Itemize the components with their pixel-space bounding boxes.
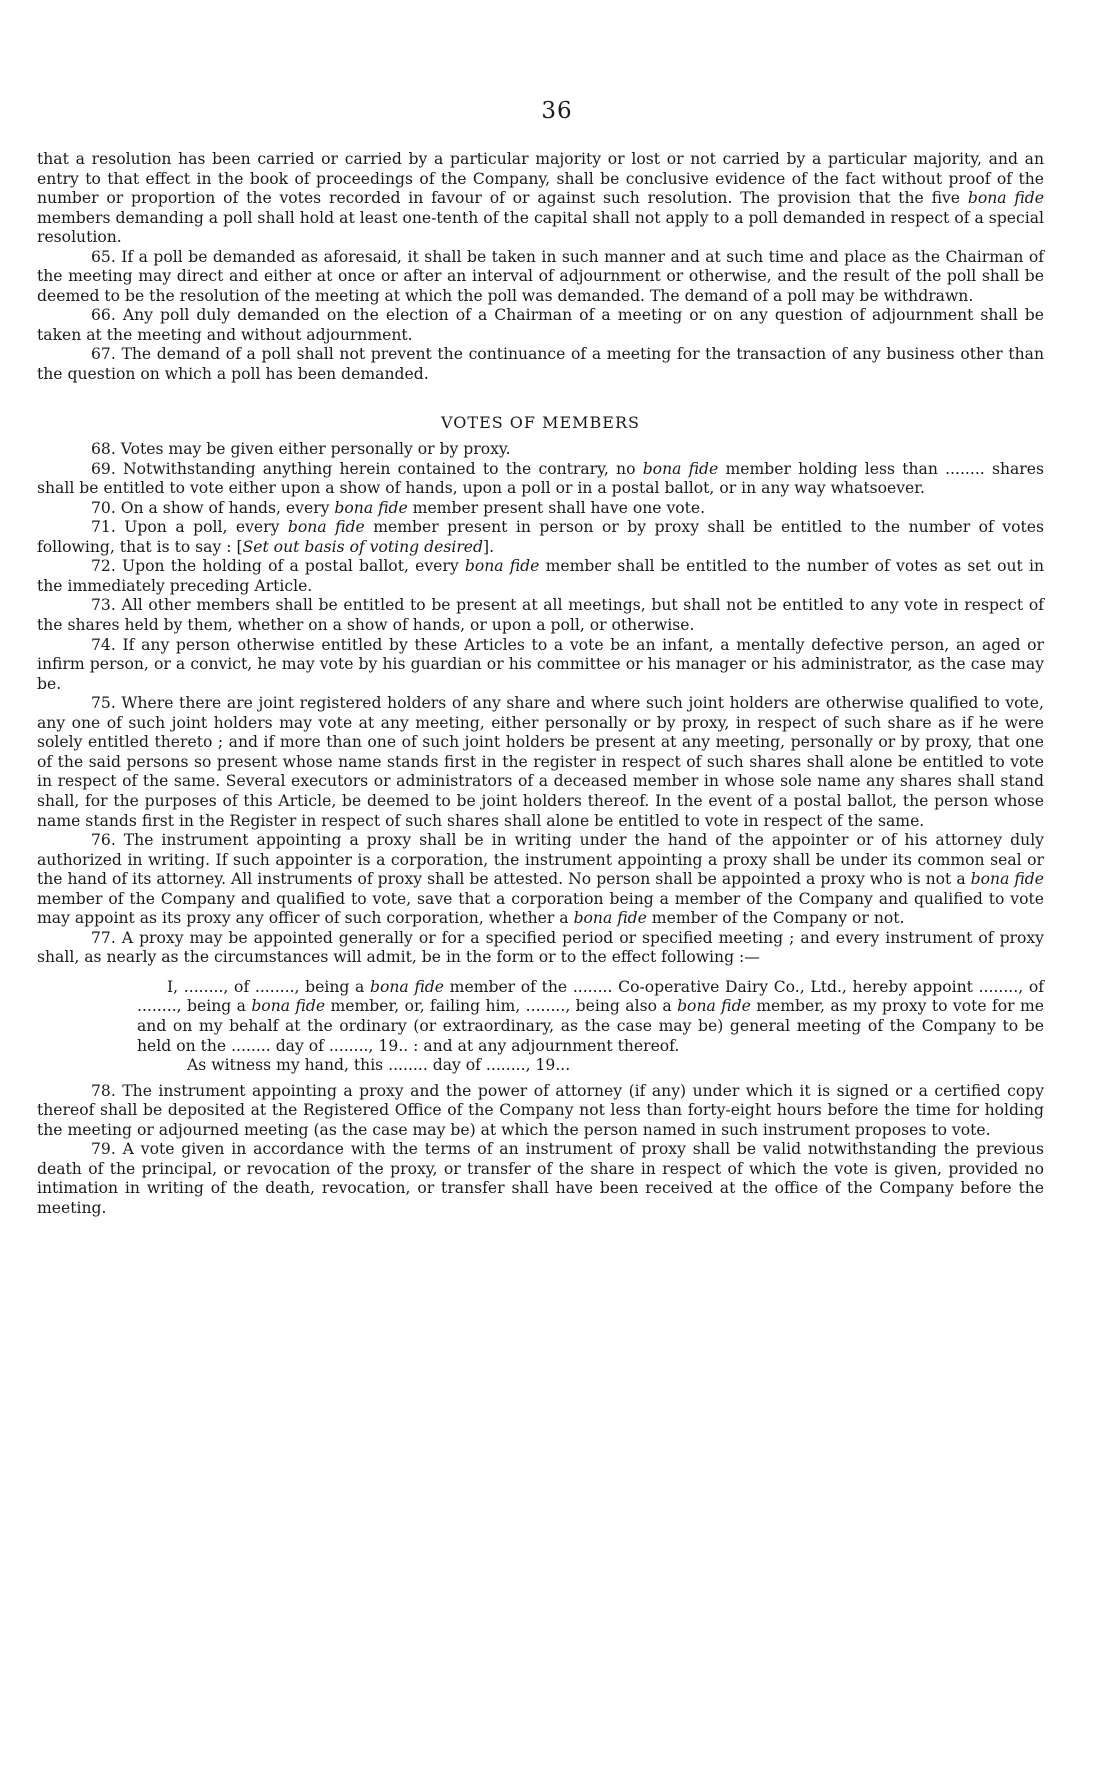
page-number: 36 bbox=[541, 98, 573, 124]
paragraph-70: 70. On a show of hands, every bona fide member present shall have one vote. bbox=[91, 498, 706, 517]
paragraph-64-continued: that a resolution has been carried or carried by a particular majority or lost or not carried by a particular majority, and an entry to that effect in the book of proceedings of the Company, shall be conclusive evidence of the fact without proof of the number or proportion of the votes recorded in favour of or against such resolution. The provision that the five bona fide members demanding a poll shall hold at least one-tenth of the capital shall not apply to a poll demanded in respect of a special resolution. bbox=[37, 150, 1044, 247]
paragraph-66: 66. Any poll duly demanded on the election of a Chairman of a meeting or on any question of adjournment shall be taken at the meeting and without adjournment. bbox=[37, 306, 1044, 344]
paragraph-76: 76. The instrument appointing a proxy shall be in writing under the hand of the appointer or of his attorney duly authorized in writing. If such appointer is a corporation, the instrument appointing a proxy shall be under its common seal or the hand of its attorney. All instruments of proxy shall be attested. No person shall be appointed a proxy who is not a bona fide member of the Company and qualified to vote, save that a corporation being a member of the Company and qualified to vote may appoint as its proxy any officer of such corporation, whether a bona fide member of the Company or not. bbox=[37, 831, 1044, 928]
paragraph-67: 67. The demand of a poll shall not prevent the continuance of a meeting for the transaction of any business other than the question on which a poll has been demanded. bbox=[37, 345, 1044, 384]
paragraph-77: 77. A proxy may be appointed generally or for a specified period or specified meeting ; and every instrument of proxy shall, as nearly as the circumstances will admit, be in the form or to the effect following :— bbox=[37, 928, 1044, 967]
paragraph-74: 74. If any person otherwise entitled by these Articles to a vote be an infant, a mentally defective person, an aged or infirm person, or a convict, he may vote by his guardian or his committee or his manager or his administrator, as the case may be. bbox=[37, 635, 1044, 693]
paragraph-73: 73. All other members shall be entitled to be present at all meetings, but shall not be entitled to any vote in respect of the shares held by them, whether on a show of hands, or upon a poll, or otherwise. bbox=[37, 596, 1044, 635]
proxy-form-body: I, ........, of ........, being a bona fide member of the ........ Co-operative Dairy Co., Ltd., hereby appoint ........, of ........, being a bona fide member, or, failing him, ........, being also a bona fide member, as my proxy to vote for me and on my behalf at the ordinary (or extraordinary, as the case may be) general meeting of the Company to be held on the ........ day of ........, 19.. : and at any adjournment thereof. bbox=[137, 977, 1045, 1055]
paragraph-72: 72. Upon the holding of a postal ballot, every bona fide member shall be entitled to the number of votes as set out in the immediately preceding Article. bbox=[37, 557, 1045, 595]
document-body bbox=[37, 150, 1044, 1218]
paragraph-65: 65. If a poll be demanded as aforesaid, it shall be taken in such manner and at such time and place as the Chairman of the meeting may direct and either at once or after an interval of adjournment or otherwise, and the result of the poll shall be deemed to be the resolution of the meeting at which the poll was demanded. The demand of a poll may be withdrawn. bbox=[37, 247, 1044, 305]
proxy-form-template bbox=[137, 978, 1044, 1076]
section-heading-votes-of-members: VOTES OF MEMBERS bbox=[441, 412, 640, 432]
paragraph-68: 68. Votes may be given either personally or by proxy. bbox=[91, 440, 511, 459]
proxy-form-witness-line: As witness my hand, this ........ day of ........, 19... bbox=[187, 1056, 571, 1075]
paragraph-69: 69. Notwithstanding anything herein contained to the contrary, no bona fide member holding less than ........ shares shall be entitled to vote either upon a show of hands, upon a poll or in a postal ballot, or in any way whatsoever. bbox=[37, 459, 1044, 498]
paragraph-75: 75. Where there are joint registered holders of any share and where such joint holders are otherwise qualified to vote, any one of such joint holders may vote at any meeting, either personally or by proxy, in respect of such share as if he were solely entitled thereto ; and if more than one of such joint holders be present at any meeting, personally or by proxy, that one of the said persons so present whose name stands first in the register in respect of such shares shall alone be entitled to vote in respect of the same. Several executors or administrators of a deceased member in whose sole name any shares shall stand shall, for the purposes of this Article, be deemed to be joint holders thereof. In the event of a postal ballot, the person whose name stands first in the Register in respect of such shares shall alone be entitled to vote in respect of the same. bbox=[37, 694, 1044, 830]
paragraph-71: 71. Upon a poll, every bona fide member present in person or by proxy shall be entitled to the number of votes following, that is to say : [Set out basis of voting desired]. bbox=[37, 518, 1044, 556]
paragraph-78: 78. The instrument appointing a proxy and the power of attorney (if any) under which it is signed or a certified copy thereof shall be deposited at the Registered Office of the Company not less than forty-eight hours before the time for holding the meeting or adjourned meeting (as the case may be) at which the person named in such instrument proposes to vote. bbox=[37, 1081, 1044, 1139]
paragraph-79: 79. A vote given in accordance with the terms of an instrument of proxy shall be valid notwithstanding the previous death of the principal, or revocation of the proxy, or transfer of the share in respect of which the vote is given, provided no intimation in writing of the death, revocation, or transfer shall have been received at the office of the Company before the meeting. bbox=[37, 1140, 1044, 1217]
